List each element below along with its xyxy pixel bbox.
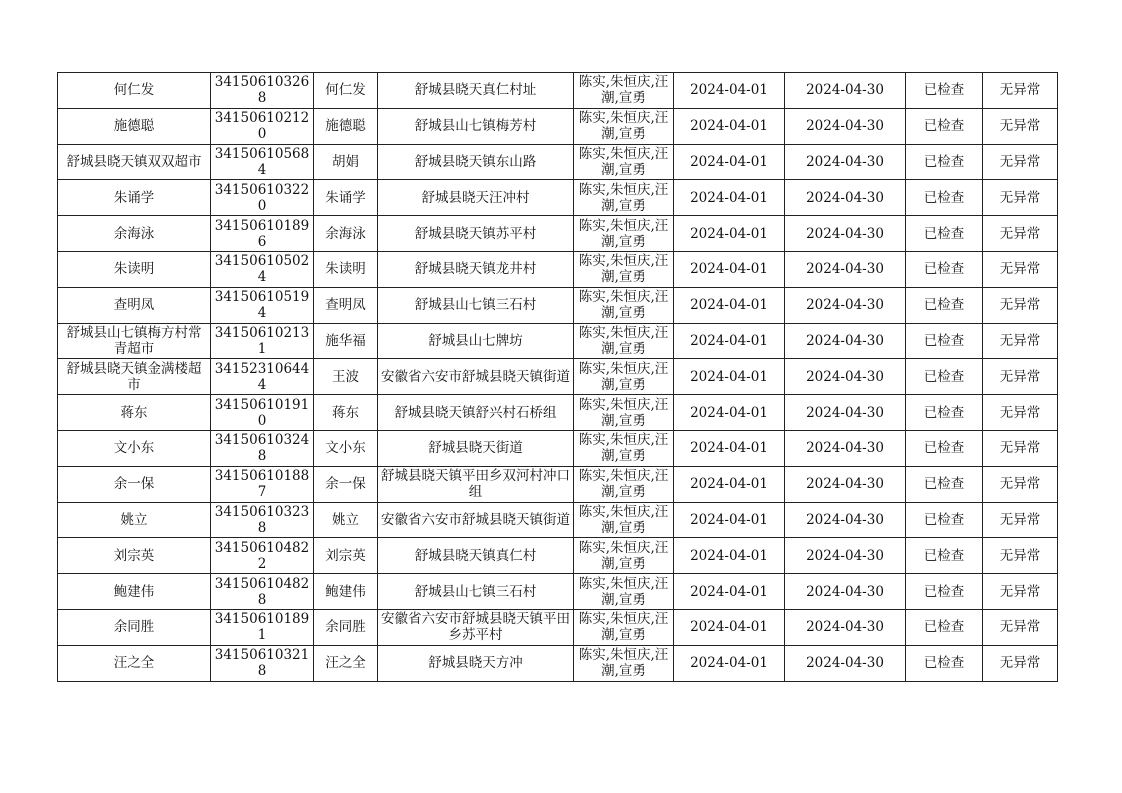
cell-address: 舒城县山七镇三石村 <box>378 287 574 323</box>
cell-address: 舒城县晓天镇龙井村 <box>378 251 574 287</box>
cell-name: 舒城县晓天镇金满楼超市 <box>58 359 211 395</box>
cell-start-date: 2024-04-01 <box>674 609 785 645</box>
cell-result: 无异常 <box>983 216 1058 252</box>
table-row <box>58 323 1058 359</box>
cell-person: 朱读明 <box>314 251 378 287</box>
cell-person: 查明凤 <box>314 287 378 323</box>
cell-inspectors: 陈实,朱恒庆,汪潮,宣勇 <box>574 108 674 144</box>
cell-result: 无异常 <box>983 73 1058 109</box>
cell-result: 无异常 <box>983 323 1058 359</box>
cell-result: 无异常 <box>983 609 1058 645</box>
cell-end-date: 2024-04-30 <box>785 73 906 109</box>
cell-address: 舒城县山七镇梅芳村 <box>378 108 574 144</box>
cell-id: 341506105194 <box>211 287 314 323</box>
table-row <box>58 216 1058 252</box>
cell-id: 341506103248 <box>211 430 314 466</box>
cell-address: 舒城县山七牌坊 <box>378 323 574 359</box>
cell-status: 已检查 <box>906 287 983 323</box>
cell-start-date: 2024-04-01 <box>674 73 785 109</box>
table-row <box>58 395 1058 431</box>
cell-person: 余同胜 <box>314 609 378 645</box>
cell-result: 无异常 <box>983 144 1058 180</box>
cell-person: 蒋东 <box>314 395 378 431</box>
cell-id: 341506104822 <box>211 538 314 574</box>
cell-result: 无异常 <box>983 108 1058 144</box>
cell-name: 施德聪 <box>58 108 211 144</box>
cell-address: 舒城县晓天镇平田乡双河村冲口组 <box>378 466 574 502</box>
cell-person: 刘宗英 <box>314 538 378 574</box>
cell-result: 无异常 <box>983 287 1058 323</box>
cell-address: 安徽省六安市舒城县晓天镇平田乡苏平村 <box>378 609 574 645</box>
table-row <box>58 108 1058 144</box>
cell-result: 无异常 <box>983 395 1058 431</box>
cell-name: 余海泳 <box>58 216 211 252</box>
cell-status: 已检查 <box>906 216 983 252</box>
cell-person: 姚立 <box>314 502 378 538</box>
cell-end-date: 2024-04-30 <box>785 430 906 466</box>
cell-end-date: 2024-04-30 <box>785 323 906 359</box>
table-row <box>58 73 1058 109</box>
table-row <box>58 180 1058 216</box>
cell-inspectors: 陈实,朱恒庆,汪潮,宣勇 <box>574 538 674 574</box>
cell-inspectors: 陈实,朱恒庆,汪潮,宣勇 <box>574 574 674 610</box>
cell-end-date: 2024-04-30 <box>785 574 906 610</box>
cell-inspectors: 陈实,朱恒庆,汪潮,宣勇 <box>574 430 674 466</box>
table-row <box>58 144 1058 180</box>
cell-inspectors: 陈实,朱恒庆,汪潮,宣勇 <box>574 395 674 431</box>
cell-result: 无异常 <box>983 359 1058 395</box>
cell-status: 已检查 <box>906 180 983 216</box>
cell-start-date: 2024-04-01 <box>674 216 785 252</box>
cell-end-date: 2024-04-30 <box>785 180 906 216</box>
cell-inspectors: 陈实,朱恒庆,汪潮,宣勇 <box>574 502 674 538</box>
cell-id: 341523106444 <box>211 359 314 395</box>
cell-person: 施华福 <box>314 323 378 359</box>
cell-result: 无异常 <box>983 466 1058 502</box>
cell-start-date: 2024-04-01 <box>674 574 785 610</box>
cell-name: 刘宗英 <box>58 538 211 574</box>
cell-result: 无异常 <box>983 502 1058 538</box>
cell-address: 安徽省六安市舒城县晓天镇街道 <box>378 502 574 538</box>
cell-inspectors: 陈实,朱恒庆,汪潮,宣勇 <box>574 645 674 681</box>
cell-start-date: 2024-04-01 <box>674 323 785 359</box>
cell-end-date: 2024-04-30 <box>785 287 906 323</box>
cell-person: 朱诵学 <box>314 180 378 216</box>
table-row <box>58 574 1058 610</box>
inspection-table <box>57 72 1058 682</box>
cell-inspectors: 陈实,朱恒庆,汪潮,宣勇 <box>574 287 674 323</box>
cell-status: 已检查 <box>906 538 983 574</box>
cell-name: 文小东 <box>58 430 211 466</box>
cell-person: 胡娟 <box>314 144 378 180</box>
cell-id: 341506102120 <box>211 108 314 144</box>
table-row <box>58 609 1058 645</box>
cell-start-date: 2024-04-01 <box>674 251 785 287</box>
cell-address: 舒城县晓天镇真仁村 <box>378 538 574 574</box>
cell-address: 舒城县山七镇三石村 <box>378 574 574 610</box>
cell-status: 已检查 <box>906 251 983 287</box>
cell-start-date: 2024-04-01 <box>674 180 785 216</box>
cell-person: 何仁发 <box>314 73 378 109</box>
cell-inspectors: 陈实,朱恒庆,汪潮,宣勇 <box>574 144 674 180</box>
cell-person: 王波 <box>314 359 378 395</box>
cell-name: 余一保 <box>58 466 211 502</box>
cell-status: 已检查 <box>906 430 983 466</box>
cell-end-date: 2024-04-30 <box>785 645 906 681</box>
cell-status: 已检查 <box>906 323 983 359</box>
cell-result: 无异常 <box>983 538 1058 574</box>
cell-id: 341506101891 <box>211 609 314 645</box>
cell-status: 已检查 <box>906 395 983 431</box>
cell-id: 341506101887 <box>211 466 314 502</box>
cell-end-date: 2024-04-30 <box>785 395 906 431</box>
cell-inspectors: 陈实,朱恒庆,汪潮,宣勇 <box>574 609 674 645</box>
cell-status: 已检查 <box>906 574 983 610</box>
cell-status: 已检查 <box>906 609 983 645</box>
cell-start-date: 2024-04-01 <box>674 359 785 395</box>
cell-status: 已检查 <box>906 466 983 502</box>
cell-name: 姚立 <box>58 502 211 538</box>
cell-address: 舒城县晓天方冲 <box>378 645 574 681</box>
cell-end-date: 2024-04-30 <box>785 609 906 645</box>
cell-id: 341506105024 <box>211 251 314 287</box>
cell-id: 341506102131 <box>211 323 314 359</box>
cell-address: 安徽省六安市舒城县晓天镇街道 <box>378 359 574 395</box>
table-row <box>58 251 1058 287</box>
cell-result: 无异常 <box>983 430 1058 466</box>
table-row <box>58 538 1058 574</box>
cell-name: 蒋东 <box>58 395 211 431</box>
cell-inspectors: 陈实,朱恒庆,汪潮,宣勇 <box>574 251 674 287</box>
cell-name: 何仁发 <box>58 73 211 109</box>
cell-name: 鲍建伟 <box>58 574 211 610</box>
table-body <box>58 73 1058 682</box>
cell-inspectors: 陈实,朱恒庆,汪潮,宣勇 <box>574 216 674 252</box>
cell-status: 已检查 <box>906 502 983 538</box>
cell-end-date: 2024-04-30 <box>785 216 906 252</box>
cell-name: 舒城县山七镇梅方村常青超市 <box>58 323 211 359</box>
cell-start-date: 2024-04-01 <box>674 645 785 681</box>
cell-id: 341506101910 <box>211 395 314 431</box>
cell-end-date: 2024-04-30 <box>785 538 906 574</box>
cell-name: 舒城县晓天镇双双超市 <box>58 144 211 180</box>
cell-start-date: 2024-04-01 <box>674 287 785 323</box>
cell-start-date: 2024-04-01 <box>674 538 785 574</box>
cell-name: 朱读明 <box>58 251 211 287</box>
cell-person: 鲍建伟 <box>314 574 378 610</box>
cell-status: 已检查 <box>906 108 983 144</box>
cell-id: 341506103218 <box>211 645 314 681</box>
cell-person: 余一保 <box>314 466 378 502</box>
table-row <box>58 645 1058 681</box>
cell-end-date: 2024-04-30 <box>785 144 906 180</box>
cell-address: 舒城县晓天镇舒兴村石桥组 <box>378 395 574 431</box>
cell-inspectors: 陈实,朱恒庆,汪潮,宣勇 <box>574 180 674 216</box>
cell-inspectors: 陈实,朱恒庆,汪潮,宣勇 <box>574 466 674 502</box>
table-row <box>58 502 1058 538</box>
table-row <box>58 430 1058 466</box>
cell-start-date: 2024-04-01 <box>674 466 785 502</box>
cell-id: 341506103268 <box>211 73 314 109</box>
cell-person: 汪之全 <box>314 645 378 681</box>
cell-start-date: 2024-04-01 <box>674 502 785 538</box>
cell-end-date: 2024-04-30 <box>785 359 906 395</box>
cell-end-date: 2024-04-30 <box>785 502 906 538</box>
cell-result: 无异常 <box>983 645 1058 681</box>
cell-person: 余海泳 <box>314 216 378 252</box>
cell-result: 无异常 <box>983 251 1058 287</box>
cell-start-date: 2024-04-01 <box>674 144 785 180</box>
cell-status: 已检查 <box>906 645 983 681</box>
cell-person: 施德聪 <box>314 108 378 144</box>
table-row <box>58 287 1058 323</box>
cell-result: 无异常 <box>983 180 1058 216</box>
cell-id: 341506103238 <box>211 502 314 538</box>
cell-inspectors: 陈实,朱恒庆,汪潮,宣勇 <box>574 359 674 395</box>
cell-id: 341506103220 <box>211 180 314 216</box>
cell-address: 舒城县晓天镇苏平村 <box>378 216 574 252</box>
cell-inspectors: 陈实,朱恒庆,汪潮,宣勇 <box>574 323 674 359</box>
cell-end-date: 2024-04-30 <box>785 251 906 287</box>
cell-address: 舒城县晓天镇东山路 <box>378 144 574 180</box>
cell-name: 朱诵学 <box>58 180 211 216</box>
cell-end-date: 2024-04-30 <box>785 108 906 144</box>
cell-inspectors: 陈实,朱恒庆,汪潮,宣勇 <box>574 73 674 109</box>
table-row <box>58 466 1058 502</box>
cell-id: 341506101896 <box>211 216 314 252</box>
cell-name: 汪之全 <box>58 645 211 681</box>
cell-start-date: 2024-04-01 <box>674 430 785 466</box>
cell-address: 舒城县晓天汪冲村 <box>378 180 574 216</box>
cell-name: 余同胜 <box>58 609 211 645</box>
cell-status: 已检查 <box>906 73 983 109</box>
cell-address: 舒城县晓天街道 <box>378 430 574 466</box>
cell-name: 查明凤 <box>58 287 211 323</box>
table-row <box>58 359 1058 395</box>
cell-start-date: 2024-04-01 <box>674 395 785 431</box>
cell-result: 无异常 <box>983 574 1058 610</box>
cell-id: 341506105684 <box>211 144 314 180</box>
cell-status: 已检查 <box>906 144 983 180</box>
cell-end-date: 2024-04-30 <box>785 466 906 502</box>
cell-status: 已检查 <box>906 359 983 395</box>
cell-id: 341506104828 <box>211 574 314 610</box>
cell-address: 舒城县晓天真仁村址 <box>378 73 574 109</box>
cell-person: 文小东 <box>314 430 378 466</box>
cell-start-date: 2024-04-01 <box>674 108 785 144</box>
